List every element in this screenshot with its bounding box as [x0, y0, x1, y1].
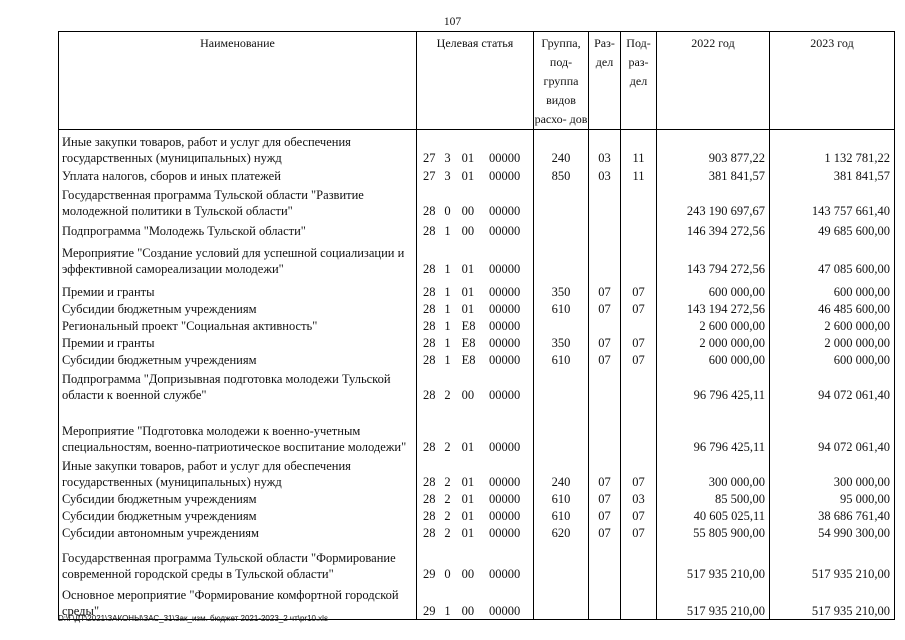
row-name: Иные закупки товаров, работ и услуг для обеспечения государственных (муниципальных) нужд	[59, 455, 417, 490]
table-row	[59, 455, 895, 490]
row-subsection: 07	[621, 455, 657, 490]
row-2022: 146 394 272,56	[657, 219, 770, 239]
row-name: Уплата налогов, сборов и иных платежей	[59, 166, 417, 184]
row-name: Государственная программа Тульской области "Формирование современной городской среды в Тульской области"	[59, 541, 417, 582]
row-2022: 243 190 697,67	[657, 184, 770, 219]
row-section: 07	[589, 277, 621, 300]
row-group	[534, 317, 589, 334]
target-program: 28	[423, 318, 436, 333]
row-2023: 381 841,57	[770, 166, 895, 184]
row-subsection: 07	[621, 351, 657, 368]
target-event: E8	[461, 318, 476, 333]
row-section: 07	[589, 507, 621, 524]
target-direction: 00000	[488, 604, 521, 618]
target-subprogram: 2	[444, 491, 451, 506]
target-direction: 00000	[488, 203, 521, 218]
target-event: 01	[461, 474, 475, 489]
table-row	[59, 490, 895, 507]
target-subprogram: 2	[444, 525, 451, 540]
row-name: Субсидии бюджетным учреждениям	[59, 300, 417, 317]
row-group	[534, 184, 589, 219]
target-subprogram: 1	[444, 261, 451, 276]
row-2022: 85 500,00	[657, 490, 770, 507]
target-event: 01	[461, 150, 475, 165]
row-subsection: 11	[621, 130, 657, 166]
row-2022: 903 877,22	[657, 130, 770, 166]
row-2023: 2 600 000,00	[770, 317, 895, 334]
row-group: 350	[534, 277, 589, 300]
row-2023: 49 685 600,00	[770, 219, 895, 239]
row-2023: 300 000,00	[770, 455, 895, 490]
row-2022: 96 796 425,11	[657, 403, 770, 455]
table-row	[59, 277, 895, 300]
target-direction: 00000	[488, 439, 521, 454]
table-row	[59, 541, 895, 582]
target-event: 00	[461, 203, 475, 218]
target-event: 01	[461, 525, 475, 540]
row-name: Иные закупки товаров, работ и услуг для обеспечения государственных (муниципальных) нужд	[59, 130, 417, 166]
target-event: 01	[461, 168, 475, 183]
row-2023: 2 000 000,00	[770, 334, 895, 351]
row-target-article	[417, 277, 534, 300]
row-group	[534, 219, 589, 239]
row-group: 240	[534, 455, 589, 490]
target-direction: 00000	[488, 525, 521, 540]
target-program: 28	[423, 335, 436, 350]
row-2023: 94 072 061,40	[770, 403, 895, 455]
row-name: Субсидии бюджетным учреждениям	[59, 351, 417, 368]
row-2023: 600 000,00	[770, 351, 895, 368]
target-program: 28	[423, 387, 436, 402]
target-subprogram: 2	[444, 474, 451, 489]
target-direction: 00000	[488, 387, 521, 402]
row-target-article	[417, 403, 534, 455]
row-2022: 517 935 210,00	[657, 582, 770, 620]
row-section: 03	[589, 166, 621, 184]
row-2022: 381 841,57	[657, 166, 770, 184]
row-2022: 143 194 272,56	[657, 300, 770, 317]
row-group	[534, 368, 589, 403]
row-group: 610	[534, 490, 589, 507]
row-name: Субсидии автономным учреждениям	[59, 524, 417, 541]
target-program: 28	[423, 525, 436, 540]
target-event: E8	[461, 352, 476, 367]
row-section	[589, 184, 621, 219]
row-target-article	[417, 368, 534, 403]
target-program: 29	[423, 604, 436, 618]
target-program: 28	[423, 284, 436, 299]
target-direction: 00000	[488, 284, 521, 299]
target-subprogram: 1	[444, 284, 451, 299]
row-group: 350	[534, 334, 589, 351]
row-group	[534, 541, 589, 582]
row-subsection: 11	[621, 166, 657, 184]
target-program: 28	[423, 491, 436, 506]
target-program: 28	[423, 223, 436, 238]
row-group	[534, 582, 589, 620]
row-section	[589, 403, 621, 455]
target-subprogram: 1	[444, 335, 451, 350]
row-2022: 2 600 000,00	[657, 317, 770, 334]
target-subprogram: 3	[444, 150, 451, 165]
row-subsection: 07	[621, 524, 657, 541]
row-2022: 96 796 425,11	[657, 368, 770, 403]
row-2023: 517 935 210,00	[770, 582, 895, 620]
table-row	[59, 317, 895, 334]
row-name: Государственная программа Тульской области "Развитие молодежной политики в Тульской области"	[59, 184, 417, 219]
table-row	[59, 184, 895, 219]
row-2023: 46 485 600,00	[770, 300, 895, 317]
row-subsection: 03	[621, 490, 657, 507]
header-2023: 2023 год	[770, 32, 895, 130]
row-target-article	[417, 524, 534, 541]
target-direction: 00000	[488, 566, 521, 581]
row-2023: 517 935 210,00	[770, 541, 895, 582]
target-subprogram: 1	[444, 223, 451, 238]
table-row	[59, 403, 895, 455]
budget-table	[58, 31, 895, 620]
target-event: 01	[461, 439, 475, 454]
target-direction: 00000	[488, 491, 521, 506]
target-subprogram: 2	[444, 508, 451, 523]
row-2023: 1 132 781,22	[770, 130, 895, 166]
row-name: Мероприятие "Подготовка молодежи к военно-учетным специальностям, военно-патриотическое воспитание молодежи"	[59, 403, 417, 455]
target-program: 28	[423, 352, 436, 367]
target-program: 28	[423, 203, 436, 218]
target-program: 28	[423, 301, 436, 316]
header-expense-group: Группа, под- группа видов расхо- дов	[534, 32, 589, 130]
target-direction: 00000	[488, 335, 521, 350]
row-2023: 95 000,00	[770, 490, 895, 507]
row-subsection: 07	[621, 507, 657, 524]
target-event: 01	[461, 284, 475, 299]
target-program: 27	[423, 150, 436, 165]
row-2022: 2 000 000,00	[657, 334, 770, 351]
row-subsection: 07	[621, 277, 657, 300]
row-target-article	[417, 507, 534, 524]
row-target-article	[417, 300, 534, 317]
header-2022: 2022 год	[657, 32, 770, 130]
table-row	[59, 300, 895, 317]
row-subsection	[621, 219, 657, 239]
row-section: 07	[589, 455, 621, 490]
row-2023: 54 990 300,00	[770, 524, 895, 541]
row-section	[589, 368, 621, 403]
table-row	[59, 351, 895, 368]
header-section: Раз- дел	[589, 32, 621, 130]
row-2023: 94 072 061,40	[770, 368, 895, 403]
row-subsection: 07	[621, 334, 657, 351]
row-2022: 517 935 210,00	[657, 541, 770, 582]
target-direction: 00000	[488, 223, 521, 238]
row-2023: 38 686 761,40	[770, 507, 895, 524]
target-subprogram: 3	[444, 168, 451, 183]
row-name: Подпрограмма "Молодежь Тульской области"	[59, 219, 417, 239]
row-target-article	[417, 239, 534, 277]
target-direction: 00000	[488, 474, 521, 489]
table-row	[59, 239, 895, 277]
target-program: 27	[423, 168, 436, 183]
row-2023: 600 000,00	[770, 277, 895, 300]
target-subprogram: 2	[444, 387, 451, 402]
target-program: 28	[423, 508, 436, 523]
row-name: Субсидии бюджетным учреждениям	[59, 507, 417, 524]
row-section: 03	[589, 130, 621, 166]
row-name: Премии и гранты	[59, 277, 417, 300]
header-name: Наименование	[59, 32, 417, 130]
table-row	[59, 507, 895, 524]
row-subsection	[621, 541, 657, 582]
target-program: 28	[423, 261, 436, 276]
target-event: 01	[461, 491, 475, 506]
row-target-article	[417, 334, 534, 351]
target-direction: 00000	[488, 301, 521, 316]
target-direction: 00000	[488, 168, 521, 183]
target-direction: 00000	[488, 150, 521, 165]
header-subsection: Под- раз- дел	[621, 32, 657, 130]
row-subsection: 07	[621, 300, 657, 317]
row-2023: 143 757 661,40	[770, 184, 895, 219]
row-group	[534, 403, 589, 455]
row-section	[589, 219, 621, 239]
row-2022: 600 000,00	[657, 277, 770, 300]
target-event: 00	[461, 223, 475, 238]
target-program: 29	[423, 566, 436, 581]
target-direction: 00000	[488, 352, 521, 367]
row-2022: 55 805 900,00	[657, 524, 770, 541]
row-group: 620	[534, 524, 589, 541]
row-target-article	[417, 490, 534, 507]
row-name: Субсидии бюджетным учреждениям	[59, 490, 417, 507]
row-2022: 40 605 025,11	[657, 507, 770, 524]
target-subprogram: 1	[444, 301, 451, 316]
row-section: 07	[589, 524, 621, 541]
row-group	[534, 239, 589, 277]
target-direction: 00000	[488, 508, 521, 523]
row-target-article	[417, 219, 534, 239]
target-direction: 00000	[488, 318, 521, 333]
target-direction: 00000	[488, 261, 521, 276]
row-target-article	[417, 130, 534, 166]
row-subsection	[621, 317, 657, 334]
row-target-article	[417, 582, 534, 620]
target-program: 28	[423, 474, 436, 489]
row-name: Основное мероприятие "Формирование комфортной городской среды"	[59, 582, 417, 620]
target-subprogram: 0	[444, 203, 451, 218]
target-subprogram: 1	[444, 352, 451, 367]
row-section: 07	[589, 334, 621, 351]
target-program: 28	[423, 439, 436, 454]
row-section: 07	[589, 490, 621, 507]
row-subsection	[621, 184, 657, 219]
row-subsection	[621, 239, 657, 277]
row-name: Премии и гранты	[59, 334, 417, 351]
target-subprogram: 1	[444, 604, 451, 618]
row-target-article	[417, 351, 534, 368]
row-target-article	[417, 184, 534, 219]
row-2022: 300 000,00	[657, 455, 770, 490]
row-2023: 47 085 600,00	[770, 239, 895, 277]
row-section: 07	[589, 351, 621, 368]
table-row	[59, 219, 895, 239]
table-row	[59, 524, 895, 541]
target-event: 00	[461, 604, 475, 618]
row-name: Подпрограмма "Допризывная подготовка молодежи Тульской области к военной службе"	[59, 368, 417, 403]
row-target-article	[417, 455, 534, 490]
target-event: 01	[461, 301, 475, 316]
row-subsection	[621, 368, 657, 403]
row-section: 07	[589, 300, 621, 317]
header-target-article: Целевая статья	[417, 32, 534, 130]
row-subsection	[621, 403, 657, 455]
row-section	[589, 317, 621, 334]
row-target-article	[417, 166, 534, 184]
row-group: 610	[534, 507, 589, 524]
row-2022: 143 794 272,56	[657, 239, 770, 277]
target-event: 00	[461, 387, 475, 402]
target-subprogram: 0	[444, 566, 451, 581]
table-row	[59, 166, 895, 184]
row-group: 240	[534, 130, 589, 166]
target-subprogram: 2	[444, 439, 451, 454]
target-event: 00	[461, 566, 475, 581]
target-event: 01	[461, 508, 475, 523]
row-group: 610	[534, 351, 589, 368]
row-group: 850	[534, 166, 589, 184]
row-target-article	[417, 541, 534, 582]
row-target-article	[417, 317, 534, 334]
file-path-footer: D:\Г\ДТ\2021\ЗАКОНЫ\ЗАС_31\Зак_изм. бюджет 2021-2023_2 чт\pr10.xls	[58, 614, 328, 623]
table-row	[59, 130, 895, 166]
row-section	[589, 582, 621, 620]
row-subsection	[621, 582, 657, 620]
target-subprogram: 1	[444, 318, 451, 333]
table-row	[59, 368, 895, 403]
target-event: E8	[461, 335, 476, 350]
row-section	[589, 239, 621, 277]
table-row	[59, 334, 895, 351]
row-group: 610	[534, 300, 589, 317]
row-name: Региональный проект "Социальная активность"	[59, 317, 417, 334]
row-section	[589, 541, 621, 582]
row-name: Мероприятие "Создание условий для успешной социализации и эффективной самореализации молодежи"	[59, 239, 417, 277]
page-number: 107	[443, 16, 462, 28]
target-event: 01	[461, 261, 475, 276]
row-2022: 600 000,00	[657, 351, 770, 368]
